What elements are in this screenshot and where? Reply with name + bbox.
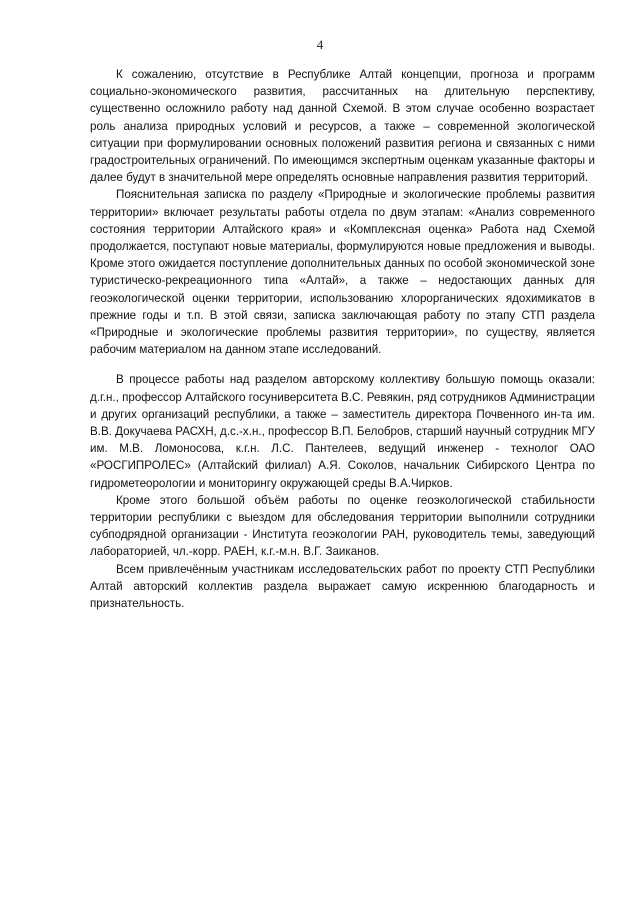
- document-body: [90, 66, 595, 612]
- page-number: 4: [316, 37, 324, 52]
- paragraph-intro: К сожалению, отсутствие в Республике Алтай концепции, прогноза и программ социально-экономического развития, рассчитанных на длительную перспективу, существенно осложнило работу над данной Схемой. В этом случае особенно возрастает роль анализа природных условий и ресурсов, а также – современной экологической ситуации при формулировании основных положений развития региона и связанных с ними градостроительных ограничений. По имеющимся экспертным оценкам указанные факторы и далее будут в значительной мере определять основные направления развития территорий.: [90, 68, 595, 185]
- paragraph-subcontractor: Кроме этого большой объём работы по оценке геоэкологической стабильности территории республики с выездом для обследования территории выполнили сотрудники субподрядной организации - Института геоэкологии РАН, руководитель темы, заведующий лабораторией, чл.-корр. РАЕН, к.г.-м.н. В.Г. Заиканов.: [90, 493, 595, 559]
- paragraph-gratitude: Всем привлечённым участникам исследовательских работ по проекту СТП Республики Алтай авторский коллектив раздела выражает самую искреннюю благодарность и признательность.: [90, 562, 595, 611]
- paragraph-acknowledgements: В процессе работы над разделом авторскому коллективу большую помощь оказали: д.г.н., профессор Алтайского госуниверситета В.С. Ревякин, ряд сотрудников Администрации и других организаций республики, а также – заместитель директора Почвенного ин-та им. В.В. Докучаева РАСХН, д.с.-х.н., профессор В.П. Белобров, старший научный сотрудник МГУ им. М.В. Ломоносова, к.г.н. Л.С. Пантелеев, ведущий инженер - технолог ОАО «РОСГИПРОЛЕС» (Алтайский филиал) А.Я. Соколов, начальник Сибирского Центра по гидрометеорологии и мониторингу окружающей среды В.А.Чирков.: [90, 373, 595, 490]
- paragraph-explanatory-note: Пояснительная записка по разделу «Природные и экологические проблемы развития территории» включает результаты работы отдела по двум этапам: «Анализ современного состояния территории Алтайского края» и «Комплексная оценка» Работа над Схемой продолжается, поступают новые материалы, формулируются новые предложения и выводы. Кроме этого ожидается поступление дополнительных данных по особой экономической зоне туристическо-рекреационного типа «Алтай», а также – недостающих данных для геоэкологической оценки территории, использованию хлорорганических ядохимикатов в прежние годы и т.п. В этой связи, записка заключающая работу по этапу СТП раздела «Природные и экологические проблемы развития территории», по существу, является рабочим материалом на данном этапе исследований.: [90, 188, 595, 357]
